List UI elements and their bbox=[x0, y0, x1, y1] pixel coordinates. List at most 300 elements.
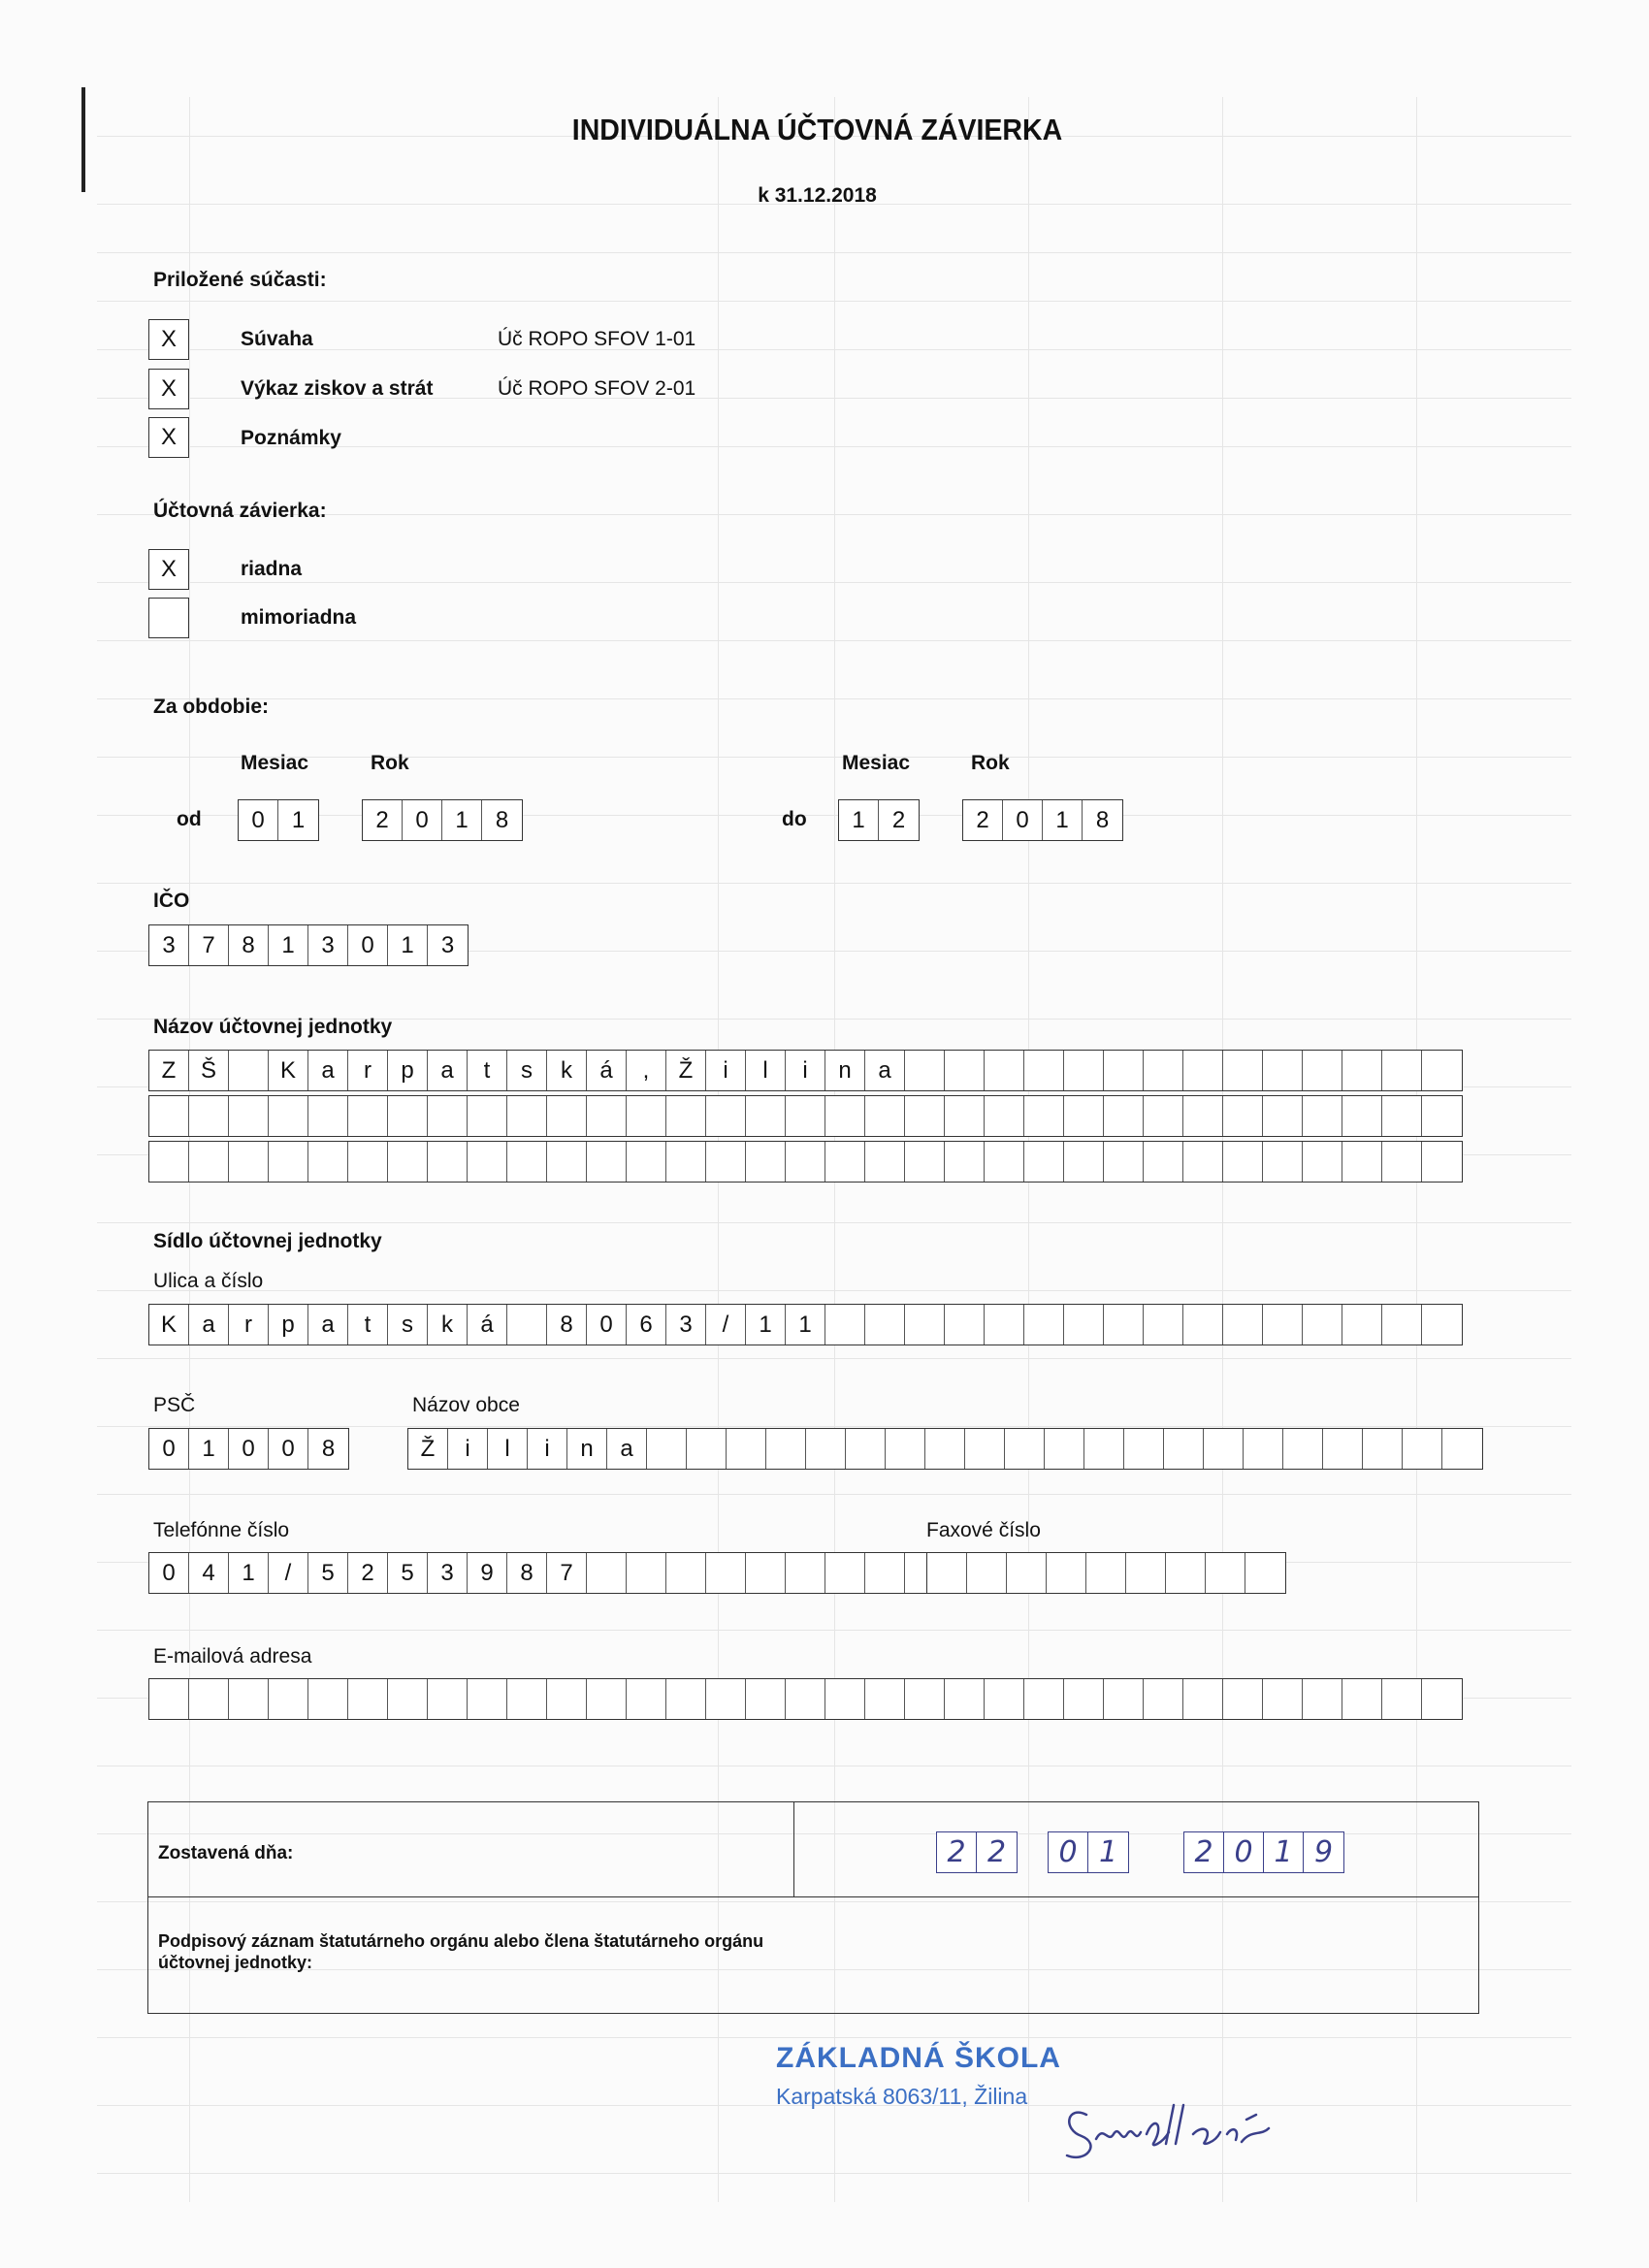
from-year-label: Rok bbox=[371, 752, 409, 774]
char-cell[interactable] bbox=[687, 1429, 727, 1469]
char-cell[interactable] bbox=[1164, 1429, 1204, 1469]
char-cell[interactable] bbox=[1263, 1142, 1303, 1182]
char-cell[interactable]: 2 bbox=[363, 800, 403, 840]
char-cell[interactable] bbox=[706, 1142, 746, 1182]
char-cell[interactable] bbox=[865, 1096, 905, 1136]
char-cell[interactable] bbox=[786, 1142, 825, 1182]
char-cell[interactable] bbox=[1223, 1096, 1263, 1136]
char-cell[interactable] bbox=[1303, 1096, 1342, 1136]
char-cell[interactable] bbox=[1223, 1142, 1263, 1182]
char-cell[interactable] bbox=[1303, 1305, 1342, 1345]
char-cell[interactable]: 0 bbox=[403, 800, 442, 840]
char-cell[interactable] bbox=[189, 1096, 229, 1136]
char-cell[interactable] bbox=[388, 1142, 428, 1182]
email-field[interactable] bbox=[148, 1678, 1463, 1720]
char-cell[interactable]: 3 bbox=[308, 925, 348, 965]
char-cell[interactable] bbox=[1183, 1142, 1223, 1182]
char-cell[interactable] bbox=[149, 1096, 189, 1136]
char-cell[interactable]: 0 bbox=[348, 925, 388, 965]
ico-label: IČO bbox=[153, 890, 190, 912]
char-cell[interactable] bbox=[965, 1429, 1005, 1469]
char-cell[interactable] bbox=[587, 1142, 627, 1182]
attachments-heading: Priložené súčasti: bbox=[153, 269, 327, 291]
page-title: INDIVIDUÁLNA ÚČTOVNÁ ZÁVIERKA bbox=[571, 113, 1063, 146]
char-cell[interactable]: p bbox=[388, 1051, 428, 1090]
char-cell[interactable] bbox=[1005, 1429, 1045, 1469]
char-cell[interactable] bbox=[806, 1429, 846, 1469]
char-cell[interactable]: 1 bbox=[291, 807, 306, 833]
char-cell[interactable] bbox=[1263, 1096, 1303, 1136]
char-cell[interactable] bbox=[229, 1679, 269, 1719]
char-cell[interactable]: 5 bbox=[308, 1553, 348, 1593]
char-cell[interactable]: 0 bbox=[1003, 800, 1043, 840]
char-cell[interactable] bbox=[1064, 1305, 1104, 1345]
char-cell[interactable] bbox=[1126, 1553, 1166, 1593]
char-cell[interactable] bbox=[1183, 1096, 1223, 1136]
char-cell[interactable]: 5 bbox=[388, 1553, 428, 1593]
char-cell[interactable]: p bbox=[269, 1305, 308, 1345]
char-cell[interactable]: 1 bbox=[269, 925, 308, 965]
char-cell[interactable]: Ž bbox=[408, 1429, 448, 1469]
char-cell[interactable] bbox=[1283, 1429, 1323, 1469]
char-cell[interactable]: k bbox=[428, 1305, 468, 1345]
char-cell[interactable]: , bbox=[627, 1051, 666, 1090]
char-cell[interactable]: 1 bbox=[839, 800, 879, 840]
char-cell[interactable]: 8 bbox=[229, 925, 269, 965]
char-cell[interactable]: 8 bbox=[495, 807, 509, 833]
char-cell[interactable] bbox=[348, 1096, 388, 1136]
char-cell[interactable]: i bbox=[786, 1051, 825, 1090]
char-cell[interactable]: 0 bbox=[1224, 1832, 1264, 1872]
char-cell[interactable] bbox=[1104, 1096, 1144, 1136]
char-cell[interactable]: 8 bbox=[321, 1436, 336, 1462]
phone-field[interactable] bbox=[148, 1552, 946, 1594]
char-cell[interactable]: 1 bbox=[229, 1553, 269, 1593]
char-cell[interactable] bbox=[1166, 1553, 1206, 1593]
char-cell[interactable] bbox=[1007, 1553, 1047, 1593]
char-cell[interactable] bbox=[985, 1679, 1024, 1719]
char-cell[interactable] bbox=[627, 1096, 666, 1136]
char-cell[interactable] bbox=[945, 1096, 985, 1136]
char-cell[interactable] bbox=[547, 1142, 587, 1182]
char-cell[interactable]: 1 bbox=[1098, 1835, 1118, 1869]
char-cell[interactable]: a bbox=[865, 1051, 905, 1090]
to-year-field[interactable] bbox=[962, 799, 1123, 841]
char-cell[interactable] bbox=[1024, 1051, 1064, 1090]
char-cell[interactable] bbox=[1047, 1553, 1086, 1593]
char-cell[interactable]: 1 bbox=[746, 1305, 786, 1345]
char-cell[interactable] bbox=[1206, 1553, 1245, 1593]
char-cell[interactable] bbox=[1422, 1679, 1462, 1719]
char-cell[interactable] bbox=[825, 1679, 865, 1719]
char-cell[interactable]: 1 bbox=[189, 1429, 229, 1469]
char-cell[interactable]: K bbox=[149, 1305, 189, 1345]
char-cell[interactable] bbox=[1342, 1096, 1382, 1136]
char-cell[interactable]: a bbox=[428, 1051, 468, 1090]
char-cell[interactable] bbox=[269, 1096, 308, 1136]
char-cell[interactable]: t bbox=[348, 1305, 388, 1345]
char-cell[interactable]: r bbox=[229, 1305, 269, 1345]
char-cell[interactable] bbox=[348, 1679, 388, 1719]
char-cell[interactable] bbox=[468, 1679, 507, 1719]
char-cell[interactable]: k bbox=[547, 1051, 587, 1090]
char-cell[interactable]: s bbox=[507, 1051, 547, 1090]
char-cell[interactable]: 9 bbox=[468, 1553, 507, 1593]
char-cell[interactable] bbox=[1183, 1679, 1223, 1719]
attachment-checkbox-suvaha[interactable]: X bbox=[148, 319, 189, 360]
char-cell[interactable] bbox=[229, 1051, 269, 1090]
attachment-code-suvaha: Úč ROPO SFOV 1-01 bbox=[498, 328, 696, 350]
char-cell[interactable] bbox=[627, 1142, 666, 1182]
char-cell[interactable] bbox=[1342, 1305, 1382, 1345]
char-cell[interactable]: t bbox=[468, 1051, 507, 1090]
char-cell[interactable] bbox=[1342, 1679, 1382, 1719]
char-cell[interactable] bbox=[865, 1142, 905, 1182]
char-cell[interactable] bbox=[1124, 1429, 1164, 1469]
char-cell[interactable]: 0 bbox=[149, 1553, 189, 1593]
char-cell[interactable] bbox=[746, 1096, 786, 1136]
char-cell[interactable]: i bbox=[706, 1051, 746, 1090]
char-cell[interactable] bbox=[985, 1051, 1024, 1090]
char-cell[interactable] bbox=[507, 1096, 547, 1136]
attachment-label-suvaha: Súvaha bbox=[241, 328, 313, 350]
char-cell[interactable]: 8 bbox=[507, 1553, 547, 1593]
char-cell[interactable]: 1 bbox=[442, 800, 482, 840]
from-month-field[interactable] bbox=[238, 799, 319, 841]
char-cell[interactable] bbox=[746, 1679, 786, 1719]
char-cell[interactable] bbox=[308, 1679, 348, 1719]
char-cell[interactable] bbox=[468, 1096, 507, 1136]
attachment-checkbox-poznamky[interactable]: X bbox=[148, 417, 189, 458]
char-cell[interactable] bbox=[308, 1096, 348, 1136]
char-cell[interactable]: 0 bbox=[229, 1429, 269, 1469]
city-label: Názov obce bbox=[412, 1394, 520, 1416]
char-cell[interactable] bbox=[1144, 1096, 1183, 1136]
char-cell[interactable] bbox=[269, 1679, 308, 1719]
char-cell[interactable] bbox=[1363, 1429, 1403, 1469]
closing-checkbox-riadna[interactable]: X bbox=[148, 549, 189, 590]
char-cell[interactable] bbox=[308, 1142, 348, 1182]
char-cell[interactable] bbox=[627, 1553, 666, 1593]
email-label: E-mailová adresa bbox=[153, 1645, 312, 1668]
psc-field[interactable] bbox=[148, 1428, 349, 1470]
psc-label: PSČ bbox=[153, 1394, 196, 1416]
from-year-field[interactable] bbox=[362, 799, 523, 841]
char-cell[interactable]: 6 bbox=[627, 1305, 666, 1345]
char-cell[interactable] bbox=[985, 1305, 1024, 1345]
from-month-label: Mesiac bbox=[241, 752, 309, 774]
compiled-year-field[interactable] bbox=[1183, 1831, 1344, 1873]
char-cell[interactable] bbox=[825, 1096, 865, 1136]
char-cell[interactable]: 1 bbox=[1264, 1832, 1304, 1872]
char-cell[interactable]: a bbox=[308, 1305, 348, 1345]
char-cell[interactable] bbox=[1245, 1553, 1285, 1593]
char-cell[interactable]: a bbox=[189, 1305, 229, 1345]
char-cell[interactable]: 2 bbox=[963, 800, 1003, 840]
char-cell[interactable]: 0 bbox=[269, 1429, 308, 1469]
char-cell[interactable] bbox=[1442, 1429, 1482, 1469]
signature-label: Podpisový záznam štatutárneho orgánu alebo člena štatutárneho orgánu účtovnej jednotky: bbox=[158, 1931, 764, 1972]
char-cell[interactable]: a bbox=[607, 1429, 647, 1469]
char-cell[interactable] bbox=[945, 1305, 985, 1345]
char-cell[interactable]: 3 bbox=[428, 1553, 468, 1593]
char-cell[interactable]: 3 bbox=[666, 1305, 706, 1345]
char-cell[interactable] bbox=[468, 1142, 507, 1182]
char-cell[interactable]: Z bbox=[149, 1051, 189, 1090]
char-cell[interactable]: s bbox=[388, 1305, 428, 1345]
char-cell[interactable] bbox=[1104, 1305, 1144, 1345]
char-cell[interactable] bbox=[666, 1553, 706, 1593]
char-cell[interactable] bbox=[1342, 1051, 1382, 1090]
char-cell[interactable] bbox=[428, 1679, 468, 1719]
closing-type-heading: Účtovná závierka: bbox=[153, 500, 327, 522]
attachment-label-poznamky: Poznámky bbox=[241, 427, 341, 449]
char-cell[interactable] bbox=[1183, 1051, 1223, 1090]
char-cell[interactable] bbox=[269, 1142, 308, 1182]
char-cell[interactable] bbox=[1024, 1096, 1064, 1136]
char-cell[interactable] bbox=[666, 1142, 706, 1182]
char-cell[interactable]: n bbox=[825, 1051, 865, 1090]
char-cell[interactable] bbox=[905, 1096, 945, 1136]
char-cell[interactable]: 9 bbox=[1313, 1835, 1334, 1869]
char-cell[interactable] bbox=[825, 1305, 865, 1345]
char-cell[interactable]: 8 bbox=[1095, 807, 1110, 833]
unit-name-field-row3[interactable] bbox=[148, 1141, 1463, 1183]
char-cell[interactable] bbox=[945, 1142, 985, 1182]
char-cell[interactable] bbox=[1024, 1305, 1064, 1345]
char-cell[interactable] bbox=[507, 1142, 547, 1182]
char-cell[interactable] bbox=[666, 1679, 706, 1719]
unit-name-field-row2[interactable] bbox=[148, 1095, 1463, 1137]
char-cell[interactable] bbox=[1104, 1051, 1144, 1090]
char-cell[interactable] bbox=[825, 1142, 865, 1182]
char-cell[interactable] bbox=[746, 1553, 786, 1593]
char-cell[interactable] bbox=[1024, 1679, 1064, 1719]
char-cell[interactable] bbox=[1382, 1096, 1422, 1136]
char-cell[interactable] bbox=[905, 1305, 945, 1345]
char-cell[interactable] bbox=[587, 1679, 627, 1719]
char-cell[interactable]: i bbox=[448, 1429, 488, 1469]
char-cell[interactable]: 1 bbox=[1043, 800, 1083, 840]
char-cell[interactable] bbox=[1144, 1142, 1183, 1182]
stamp-school-name: ZÁKLADNÁ ŠKOLA bbox=[776, 2042, 1061, 2074]
char-cell[interactable]: / bbox=[269, 1553, 308, 1593]
char-cell[interactable]: l bbox=[488, 1429, 528, 1469]
char-cell[interactable] bbox=[1263, 1305, 1303, 1345]
char-cell[interactable] bbox=[1303, 1142, 1342, 1182]
char-cell[interactable]: 2 bbox=[937, 1832, 977, 1872]
char-cell[interactable] bbox=[865, 1679, 905, 1719]
compiled-month-field[interactable] bbox=[1048, 1831, 1129, 1873]
char-cell[interactable] bbox=[786, 1679, 825, 1719]
char-cell[interactable] bbox=[1064, 1096, 1104, 1136]
char-cell[interactable] bbox=[587, 1553, 627, 1593]
char-cell[interactable]: á bbox=[468, 1305, 507, 1345]
char-cell[interactable] bbox=[706, 1679, 746, 1719]
char-cell[interactable] bbox=[428, 1142, 468, 1182]
char-cell[interactable] bbox=[1223, 1051, 1263, 1090]
char-cell[interactable] bbox=[1244, 1429, 1283, 1469]
char-cell[interactable]: 1 bbox=[388, 925, 428, 965]
char-cell[interactable] bbox=[825, 1553, 865, 1593]
char-cell[interactable]: 1 bbox=[786, 1305, 825, 1345]
char-cell[interactable] bbox=[1342, 1142, 1382, 1182]
char-cell[interactable] bbox=[985, 1142, 1024, 1182]
char-cell[interactable] bbox=[189, 1142, 229, 1182]
char-cell[interactable] bbox=[865, 1553, 905, 1593]
city-field[interactable] bbox=[407, 1428, 1483, 1470]
char-cell[interactable] bbox=[1084, 1429, 1124, 1469]
char-cell[interactable] bbox=[1204, 1429, 1244, 1469]
char-cell[interactable] bbox=[727, 1429, 766, 1469]
fax-field[interactable] bbox=[926, 1552, 1286, 1594]
char-cell[interactable] bbox=[507, 1305, 547, 1345]
char-cell[interactable]: l bbox=[746, 1051, 786, 1090]
char-cell[interactable] bbox=[1382, 1305, 1422, 1345]
char-cell[interactable] bbox=[925, 1429, 965, 1469]
char-cell[interactable] bbox=[786, 1553, 825, 1593]
char-cell[interactable] bbox=[1422, 1142, 1462, 1182]
char-cell[interactable] bbox=[945, 1679, 985, 1719]
char-cell[interactable]: 8 bbox=[547, 1305, 587, 1345]
char-cell[interactable] bbox=[706, 1553, 746, 1593]
char-cell[interactable]: Ž bbox=[666, 1051, 706, 1090]
unit-name-field-row1[interactable] bbox=[148, 1050, 1463, 1091]
char-cell[interactable] bbox=[647, 1429, 687, 1469]
char-cell[interactable] bbox=[985, 1096, 1024, 1136]
char-cell[interactable] bbox=[1403, 1429, 1442, 1469]
attachment-checkbox-vykaz[interactable]: X bbox=[148, 369, 189, 409]
char-cell[interactable]: á bbox=[587, 1051, 627, 1090]
char-cell[interactable]: 2 bbox=[348, 1553, 388, 1593]
char-cell[interactable] bbox=[1064, 1679, 1104, 1719]
char-cell[interactable] bbox=[666, 1096, 706, 1136]
char-cell[interactable] bbox=[706, 1096, 746, 1136]
char-cell[interactable] bbox=[1223, 1305, 1263, 1345]
char-cell[interactable]: i bbox=[528, 1429, 567, 1469]
from-label: od bbox=[177, 808, 202, 830]
char-cell[interactable] bbox=[388, 1096, 428, 1136]
char-cell[interactable] bbox=[149, 1142, 189, 1182]
char-cell[interactable] bbox=[1144, 1051, 1183, 1090]
char-cell[interactable] bbox=[905, 1679, 945, 1719]
char-cell[interactable] bbox=[1144, 1679, 1183, 1719]
char-cell[interactable] bbox=[846, 1429, 886, 1469]
street-label: Ulica a číslo bbox=[153, 1270, 264, 1292]
char-cell[interactable] bbox=[1263, 1679, 1303, 1719]
char-cell[interactable]: 4 bbox=[189, 1553, 229, 1593]
char-cell[interactable] bbox=[1183, 1305, 1223, 1345]
char-cell[interactable] bbox=[229, 1142, 269, 1182]
to-year-label: Rok bbox=[971, 752, 1010, 774]
char-cell[interactable]: a bbox=[308, 1051, 348, 1090]
char-cell[interactable] bbox=[348, 1142, 388, 1182]
closing-checkbox-mimoriadna[interactable] bbox=[148, 598, 189, 638]
unit-name-label: Názov účtovnej jednotky bbox=[153, 1016, 393, 1038]
char-cell[interactable]: K bbox=[269, 1051, 308, 1090]
compiled-day-field[interactable] bbox=[936, 1831, 1018, 1873]
char-cell[interactable]: / bbox=[706, 1305, 746, 1345]
char-cell[interactable]: 2 bbox=[986, 1835, 1007, 1869]
char-cell[interactable] bbox=[1303, 1051, 1342, 1090]
char-cell[interactable]: 0 bbox=[149, 1429, 189, 1469]
date-line: k 31.12.2018 bbox=[758, 184, 877, 207]
char-cell[interactable] bbox=[865, 1305, 905, 1345]
seat-heading: Sídlo účtovnej jednotky bbox=[153, 1230, 382, 1252]
char-cell[interactable] bbox=[627, 1679, 666, 1719]
char-cell[interactable] bbox=[1382, 1679, 1422, 1719]
to-month-label: Mesiac bbox=[842, 752, 911, 774]
char-cell[interactable] bbox=[1064, 1142, 1104, 1182]
char-cell[interactable]: 2 bbox=[891, 807, 906, 833]
char-cell[interactable] bbox=[927, 1553, 967, 1593]
char-cell[interactable]: r bbox=[348, 1051, 388, 1090]
char-cell[interactable]: 7 bbox=[189, 925, 229, 965]
char-cell[interactable] bbox=[1064, 1051, 1104, 1090]
char-cell[interactable] bbox=[786, 1096, 825, 1136]
char-cell[interactable] bbox=[1223, 1679, 1263, 1719]
char-cell[interactable] bbox=[149, 1679, 189, 1719]
char-cell[interactable]: 3 bbox=[440, 932, 455, 958]
char-cell[interactable]: 0 bbox=[587, 1305, 627, 1345]
char-cell[interactable] bbox=[945, 1051, 985, 1090]
char-cell[interactable] bbox=[1263, 1051, 1303, 1090]
char-cell[interactable] bbox=[388, 1679, 428, 1719]
to-month-field[interactable] bbox=[838, 799, 920, 841]
char-cell[interactable]: n bbox=[567, 1429, 607, 1469]
char-cell[interactable] bbox=[587, 1096, 627, 1136]
char-cell[interactable] bbox=[1024, 1142, 1064, 1182]
char-cell[interactable] bbox=[1303, 1679, 1342, 1719]
closing-label-riadna: riadna bbox=[241, 558, 303, 580]
char-cell[interactable]: Š bbox=[189, 1051, 229, 1090]
char-cell[interactable] bbox=[766, 1429, 806, 1469]
char-cell[interactable] bbox=[1144, 1305, 1183, 1345]
char-cell[interactable] bbox=[746, 1142, 786, 1182]
char-cell[interactable] bbox=[1422, 1051, 1462, 1090]
char-cell[interactable] bbox=[1422, 1305, 1462, 1345]
char-cell[interactable] bbox=[905, 1142, 945, 1182]
street-field[interactable] bbox=[148, 1304, 1463, 1345]
char-cell[interactable]: 0 bbox=[239, 800, 278, 840]
char-cell[interactable] bbox=[967, 1553, 1007, 1593]
char-cell[interactable] bbox=[1382, 1142, 1422, 1182]
char-cell[interactable] bbox=[189, 1679, 229, 1719]
char-cell[interactable] bbox=[229, 1096, 269, 1136]
char-cell[interactable] bbox=[1045, 1429, 1084, 1469]
char-cell[interactable] bbox=[547, 1096, 587, 1136]
char-cell[interactable]: 7 bbox=[547, 1553, 587, 1593]
closing-label-mimoriadna: mimoriadna bbox=[241, 606, 357, 629]
char-cell[interactable] bbox=[1422, 1096, 1462, 1136]
char-cell[interactable] bbox=[1323, 1429, 1363, 1469]
char-cell[interactable] bbox=[428, 1096, 468, 1136]
char-cell[interactable] bbox=[1104, 1679, 1144, 1719]
char-cell[interactable] bbox=[1104, 1142, 1144, 1182]
char-cell[interactable]: 3 bbox=[149, 925, 189, 965]
char-cell[interactable] bbox=[1382, 1051, 1422, 1090]
char-cell[interactable]: 2 bbox=[1184, 1832, 1224, 1872]
to-label: do bbox=[782, 808, 807, 830]
char-cell[interactable] bbox=[886, 1429, 925, 1469]
ico-field[interactable] bbox=[148, 924, 469, 966]
char-cell[interactable] bbox=[1086, 1553, 1126, 1593]
char-cell[interactable] bbox=[547, 1679, 587, 1719]
char-cell[interactable]: 0 bbox=[1049, 1832, 1088, 1872]
char-cell[interactable] bbox=[905, 1051, 945, 1090]
stamp-address: Karpatská 8063/11, Žilina bbox=[776, 2084, 1028, 2109]
char-cell[interactable] bbox=[507, 1679, 547, 1719]
